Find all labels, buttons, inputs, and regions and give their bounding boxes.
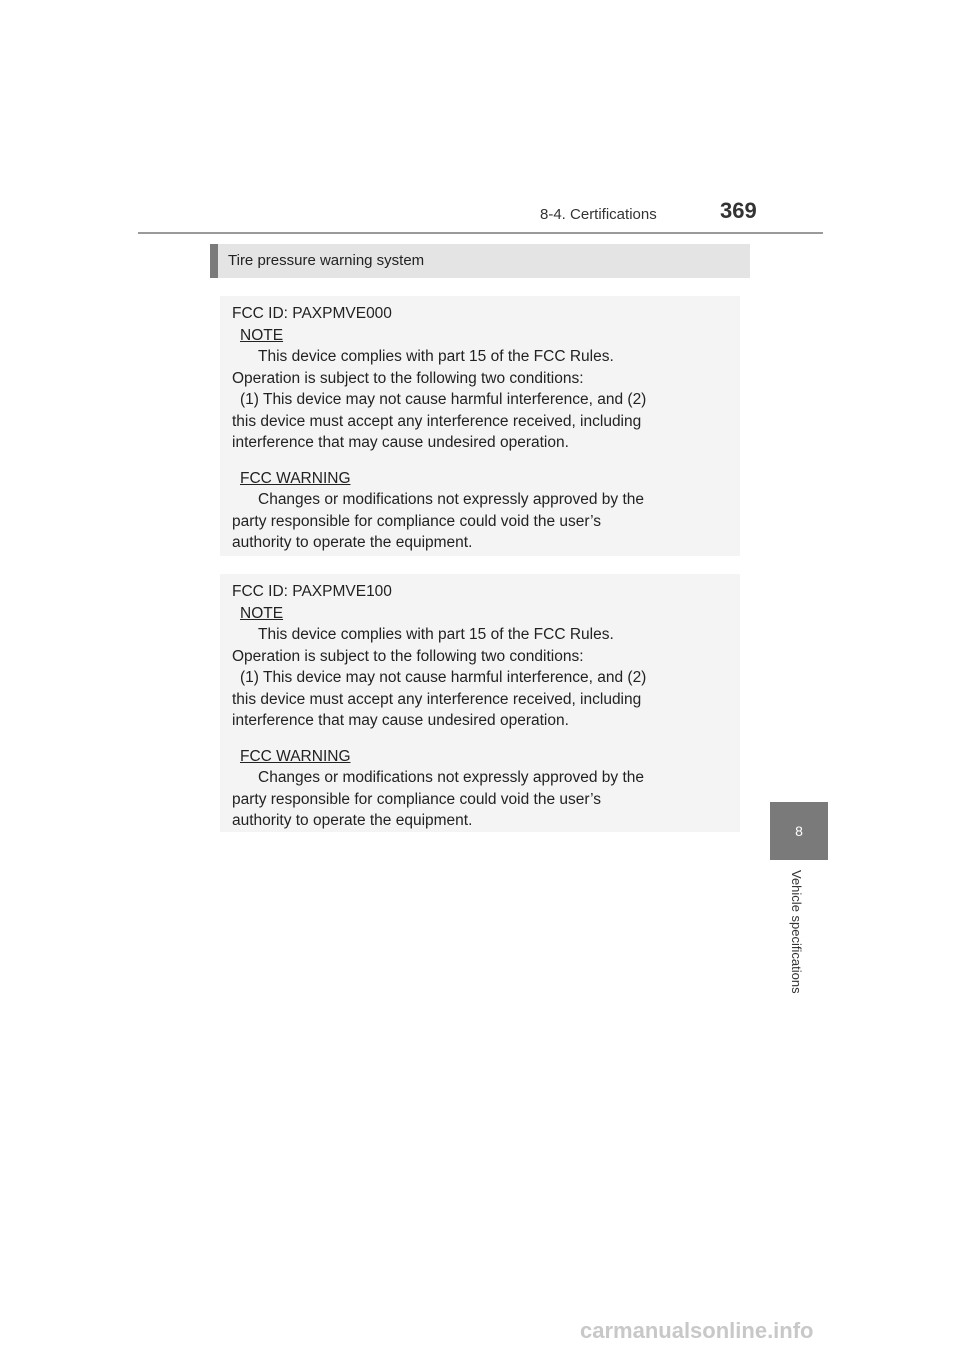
note-line: This device complies with part 15 of the FCC Rules. (258, 626, 614, 643)
chapter-label (789, 870, 809, 1010)
chapter-tab (770, 802, 828, 860)
note-line: this device must accept any interference received, including (232, 412, 642, 430)
warning-line: party responsible for compliance could void the user’s (232, 790, 602, 808)
warning-heading: FCC WARNING (240, 469, 351, 487)
warning-line: authority to operate the equipment. (232, 534, 473, 551)
chapter-label-text: Vehicle specifications (789, 870, 804, 994)
fcc-id: FCC ID: PAXPMVE000 (232, 305, 392, 322)
note-heading: NOTE (240, 604, 284, 622)
header-divider (138, 232, 823, 234)
note-line: this device must accept any interference received, including (232, 690, 642, 708)
note-line: This device complies with part 15 of the FCC Rules. (258, 348, 614, 365)
note-line: (1) This device may not cause harmful interference, and (2) (240, 669, 647, 686)
fcc-block-2 (220, 574, 740, 832)
warning-heading: FCC WARNING (240, 747, 351, 765)
section-title: Tire pressure warning system (228, 252, 425, 269)
note-line: interference that may cause undesired operation. (232, 434, 569, 451)
note-heading: NOTE (240, 326, 284, 344)
section-title-bar (210, 244, 750, 278)
chapter-number: 8 (795, 823, 803, 839)
note-line: (1) This device may not cause harmful interference, and (2) (240, 391, 647, 408)
note-line: Operation is subject to the following two conditions: (232, 369, 584, 387)
note-line: Operation is subject to the following two conditions: (232, 647, 584, 665)
fcc-block-1 (220, 296, 740, 556)
warning-line: party responsible for compliance could void the user’s (232, 512, 602, 530)
fcc-id: FCC ID: PAXPMVE100 (232, 583, 392, 600)
note-line: interference that may cause undesired operation. (232, 712, 569, 729)
warning-line: Changes or modifications not expressly approved by the (258, 769, 644, 786)
watermark-text: carmanualsonline.info (580, 1318, 814, 1343)
page-number: 369 (720, 198, 757, 223)
warning-line: Changes or modifications not expressly approved by the (258, 491, 644, 508)
header-section-title: 8-4. Certifications (540, 206, 657, 223)
warning-line: authority to operate the equipment. (232, 812, 473, 829)
